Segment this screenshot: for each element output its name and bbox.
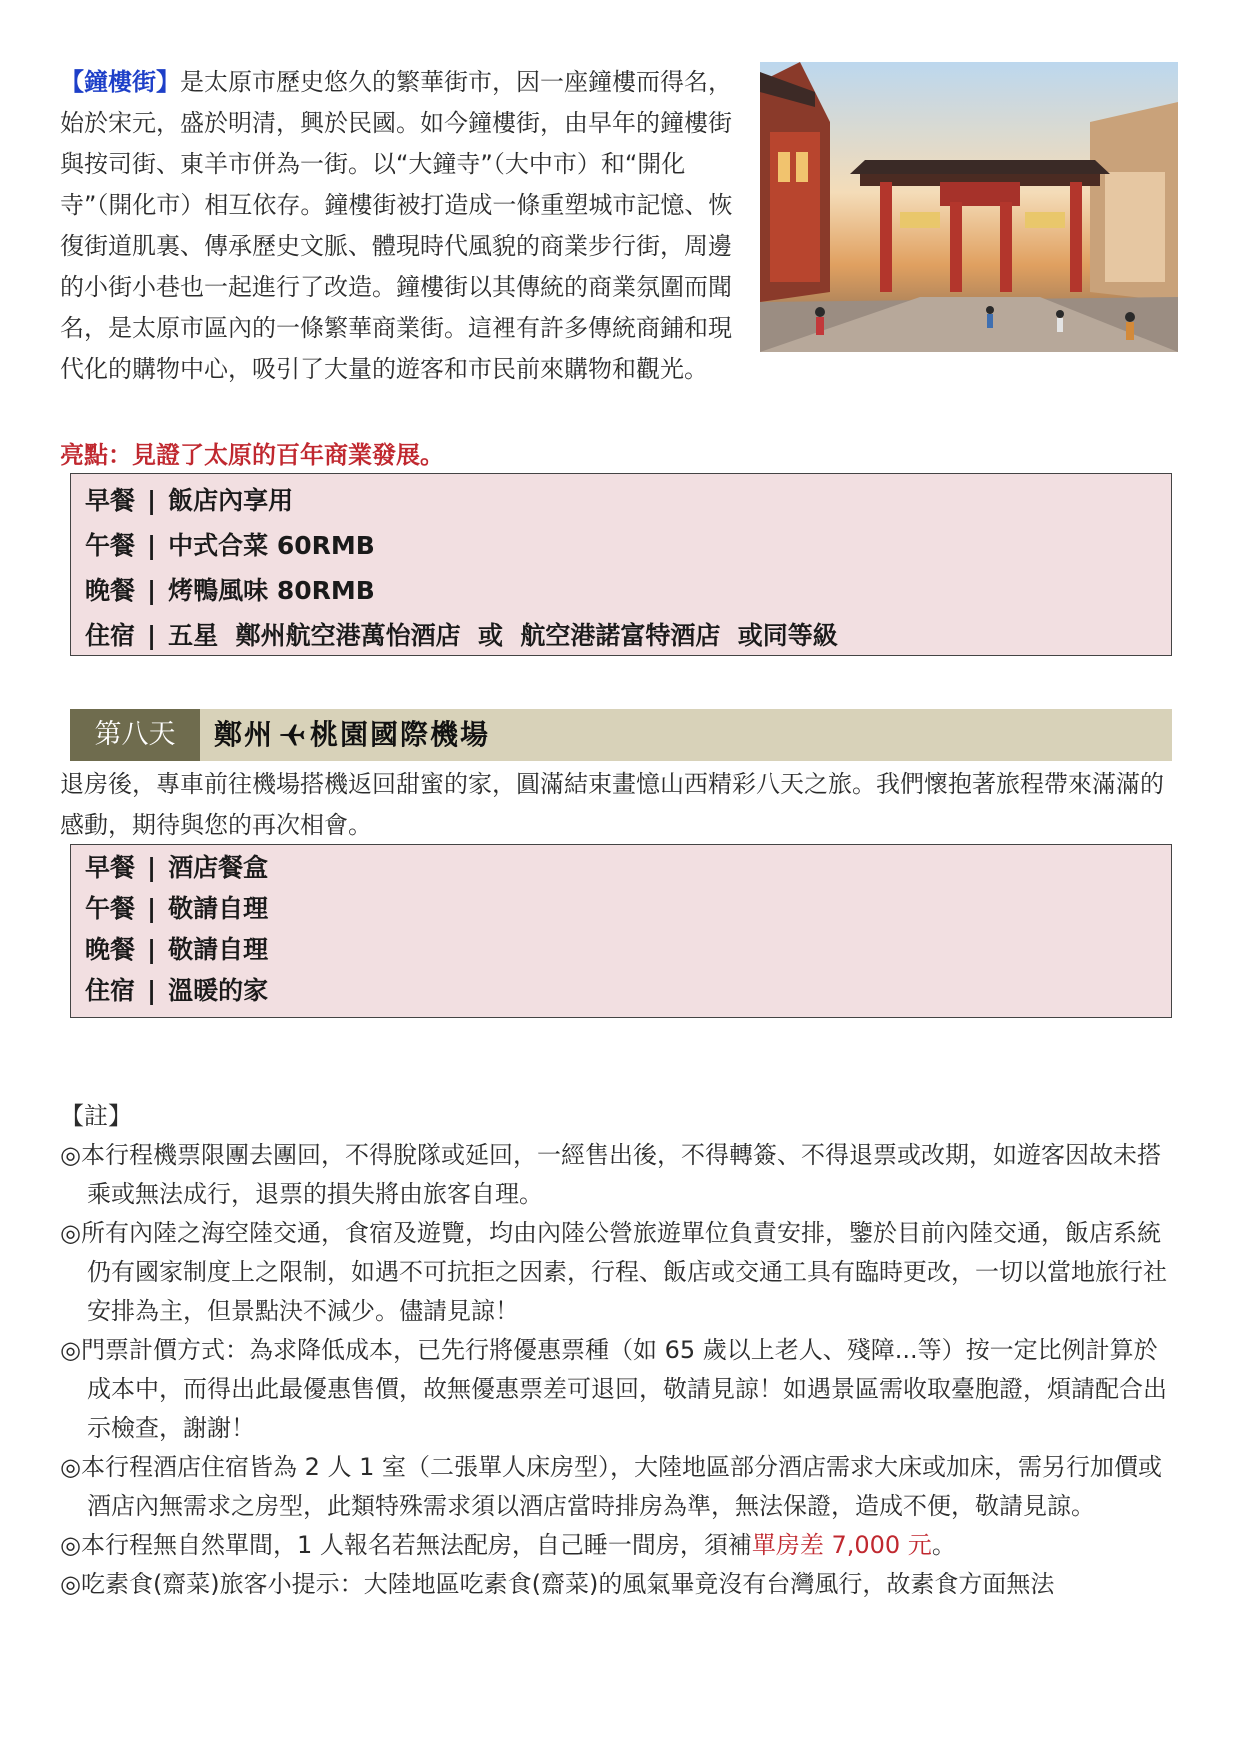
intro-text: 是太原市歷史悠久的繁華街市，因一座鐘樓而得名，始於宋元，盛於明清，興於民國。如今鐘樓街，由早年的鐘樓街與按司街、東羊市併為一街。以“大鐘寺”（大中市）和“開化寺”（開化市）相互依存。鐘樓街被打造成一條重塑城市記憶、恢復街道肌裏、傳承歷史文脈、體現時代風貌的商業步行街，周邊的小街小巷也一起進行了改造。鐘樓街以其傳統的商業氛圍而聞名，是太原市區內的一條繁華商業街。這裡有許多傳統商鋪和現代化的購物中心，吸引了大量的遊客和市民前來購物和觀光。 [60, 68, 733, 383]
meal-separator: | [147, 576, 157, 605]
day8-description: 退房後，專車前往機場搭機返回甜蜜的家，圓滿結束畫憶山西精彩八天之旅。我們懷抱著旅程帶來滿滿的感動，期待與您的再次相會。 [60, 770, 1164, 839]
meal-box-day7 [70, 473, 1172, 656]
single-room-fee: 單房差 7,000 元 [751, 1531, 932, 1559]
day-from: 鄭州 [214, 718, 275, 751]
meal-label: 午餐 [85, 894, 136, 923]
meal-value: 烤鴨風味 80RMB [168, 576, 375, 605]
meal-separator: | [147, 621, 157, 650]
meal-separator: | [147, 853, 157, 882]
meal-label: 午餐 [85, 531, 136, 560]
note-item: ◎本行程機票限團去團回，不得脫隊或延回，一經售出後，不得轉簽、不得退票或改期，如遊客因故未搭乘或無法成行，退票的損失將由旅客自理。 [60, 1141, 1161, 1208]
meal-label: 住宿 [85, 621, 136, 650]
intro-section [60, 62, 1178, 390]
day-to: 桃園國際機場 [310, 718, 491, 751]
meal-value: 敬請自理 [168, 935, 269, 964]
meal-value: 飯店內享用 [168, 486, 294, 515]
street-illustration [760, 62, 1178, 352]
highlight-text: 亮點：見證了太原的百年商業發展。 [60, 441, 444, 469]
note-item: ◎本行程酒店住宿皆為 2 人 1 室（二張單人床房型），大陸地區部分酒店需求大床或加床，需另行加價或酒店內無需求之房型，此類特殊需求須以酒店當時排房為準，無法保證，造成不便，敬請見諒。 [60, 1453, 1162, 1520]
meal-label: 住宿 [85, 976, 136, 1005]
single-room-suffix: 。 [931, 1531, 956, 1559]
meal-value: 五星 鄭州航空港萬怡酒店 或 航空港諾富特酒店 或同等級 [168, 621, 838, 650]
meal-row [85, 929, 1171, 970]
airplane-icon [278, 721, 306, 749]
meal-value: 溫暖的家 [168, 976, 269, 1005]
notes-heading: 【註】 [60, 1102, 132, 1130]
intro-title: 【鐘樓街】 [60, 68, 180, 96]
meal-label: 早餐 [85, 853, 136, 882]
note-item-vegetarian: ◎吃素食(齋菜)旅客小提示：大陸地區吃素食(齋菜)的風氣畢竟沒有台灣風行，故素食方面無法 [60, 1570, 1055, 1598]
note-item: ◎門票計價方式：為求降低成本，已先行將優惠票種（如 65 歲以上老人、殘障...等）按一定比例計算於成本中，而得出此最優惠售價，故無優惠票差可退回，敬請見諒！如遇景區需收取臺胞證，煩請配合出示檢查，謝謝！ [60, 1336, 1167, 1442]
single-room-text: ◎本行程無自然單間，1 人報名若無法配房，自己睡一間房，須補 [60, 1531, 752, 1559]
meal-separator: | [147, 894, 157, 923]
street-photo [760, 62, 1178, 352]
note-item-single-room [60, 1526, 1180, 1565]
meal-label: 早餐 [85, 486, 136, 515]
meal-row [85, 888, 1171, 929]
meal-value: 中式合菜 60RMB [168, 531, 375, 560]
meal-label: 晚餐 [85, 935, 136, 964]
notes-section [60, 1097, 1180, 1604]
meal-row [85, 478, 1171, 523]
meal-separator: | [147, 976, 157, 1005]
meal-label: 晚餐 [85, 576, 136, 605]
note-item: ◎所有內陸之海空陸交通，食宿及遊覽，均由內陸公營旅遊單位負責安排，鑒於目前內陸交通，飯店系統仍有國家制度上之限制，如遇不可抗拒之因素，行程、飯店或交通工具有臨時更改，一切以當地旅行社安排為主，但景點決不減少。儘請見諒！ [60, 1219, 1167, 1325]
meal-row [85, 568, 1171, 613]
meal-separator: | [147, 486, 157, 515]
day-label: 第八天 [70, 709, 200, 761]
meal-row [85, 613, 1171, 658]
meal-separator: | [147, 531, 157, 560]
meal-row [85, 523, 1171, 568]
meal-box-day8 [70, 844, 1172, 1018]
meal-row [85, 847, 1171, 888]
day-title [214, 709, 490, 761]
meal-value: 敬請自理 [168, 894, 269, 923]
meal-value: 酒店餐盒 [168, 853, 269, 882]
meal-row [85, 970, 1171, 1011]
day-header [70, 709, 1172, 761]
meal-separator: | [147, 935, 157, 964]
